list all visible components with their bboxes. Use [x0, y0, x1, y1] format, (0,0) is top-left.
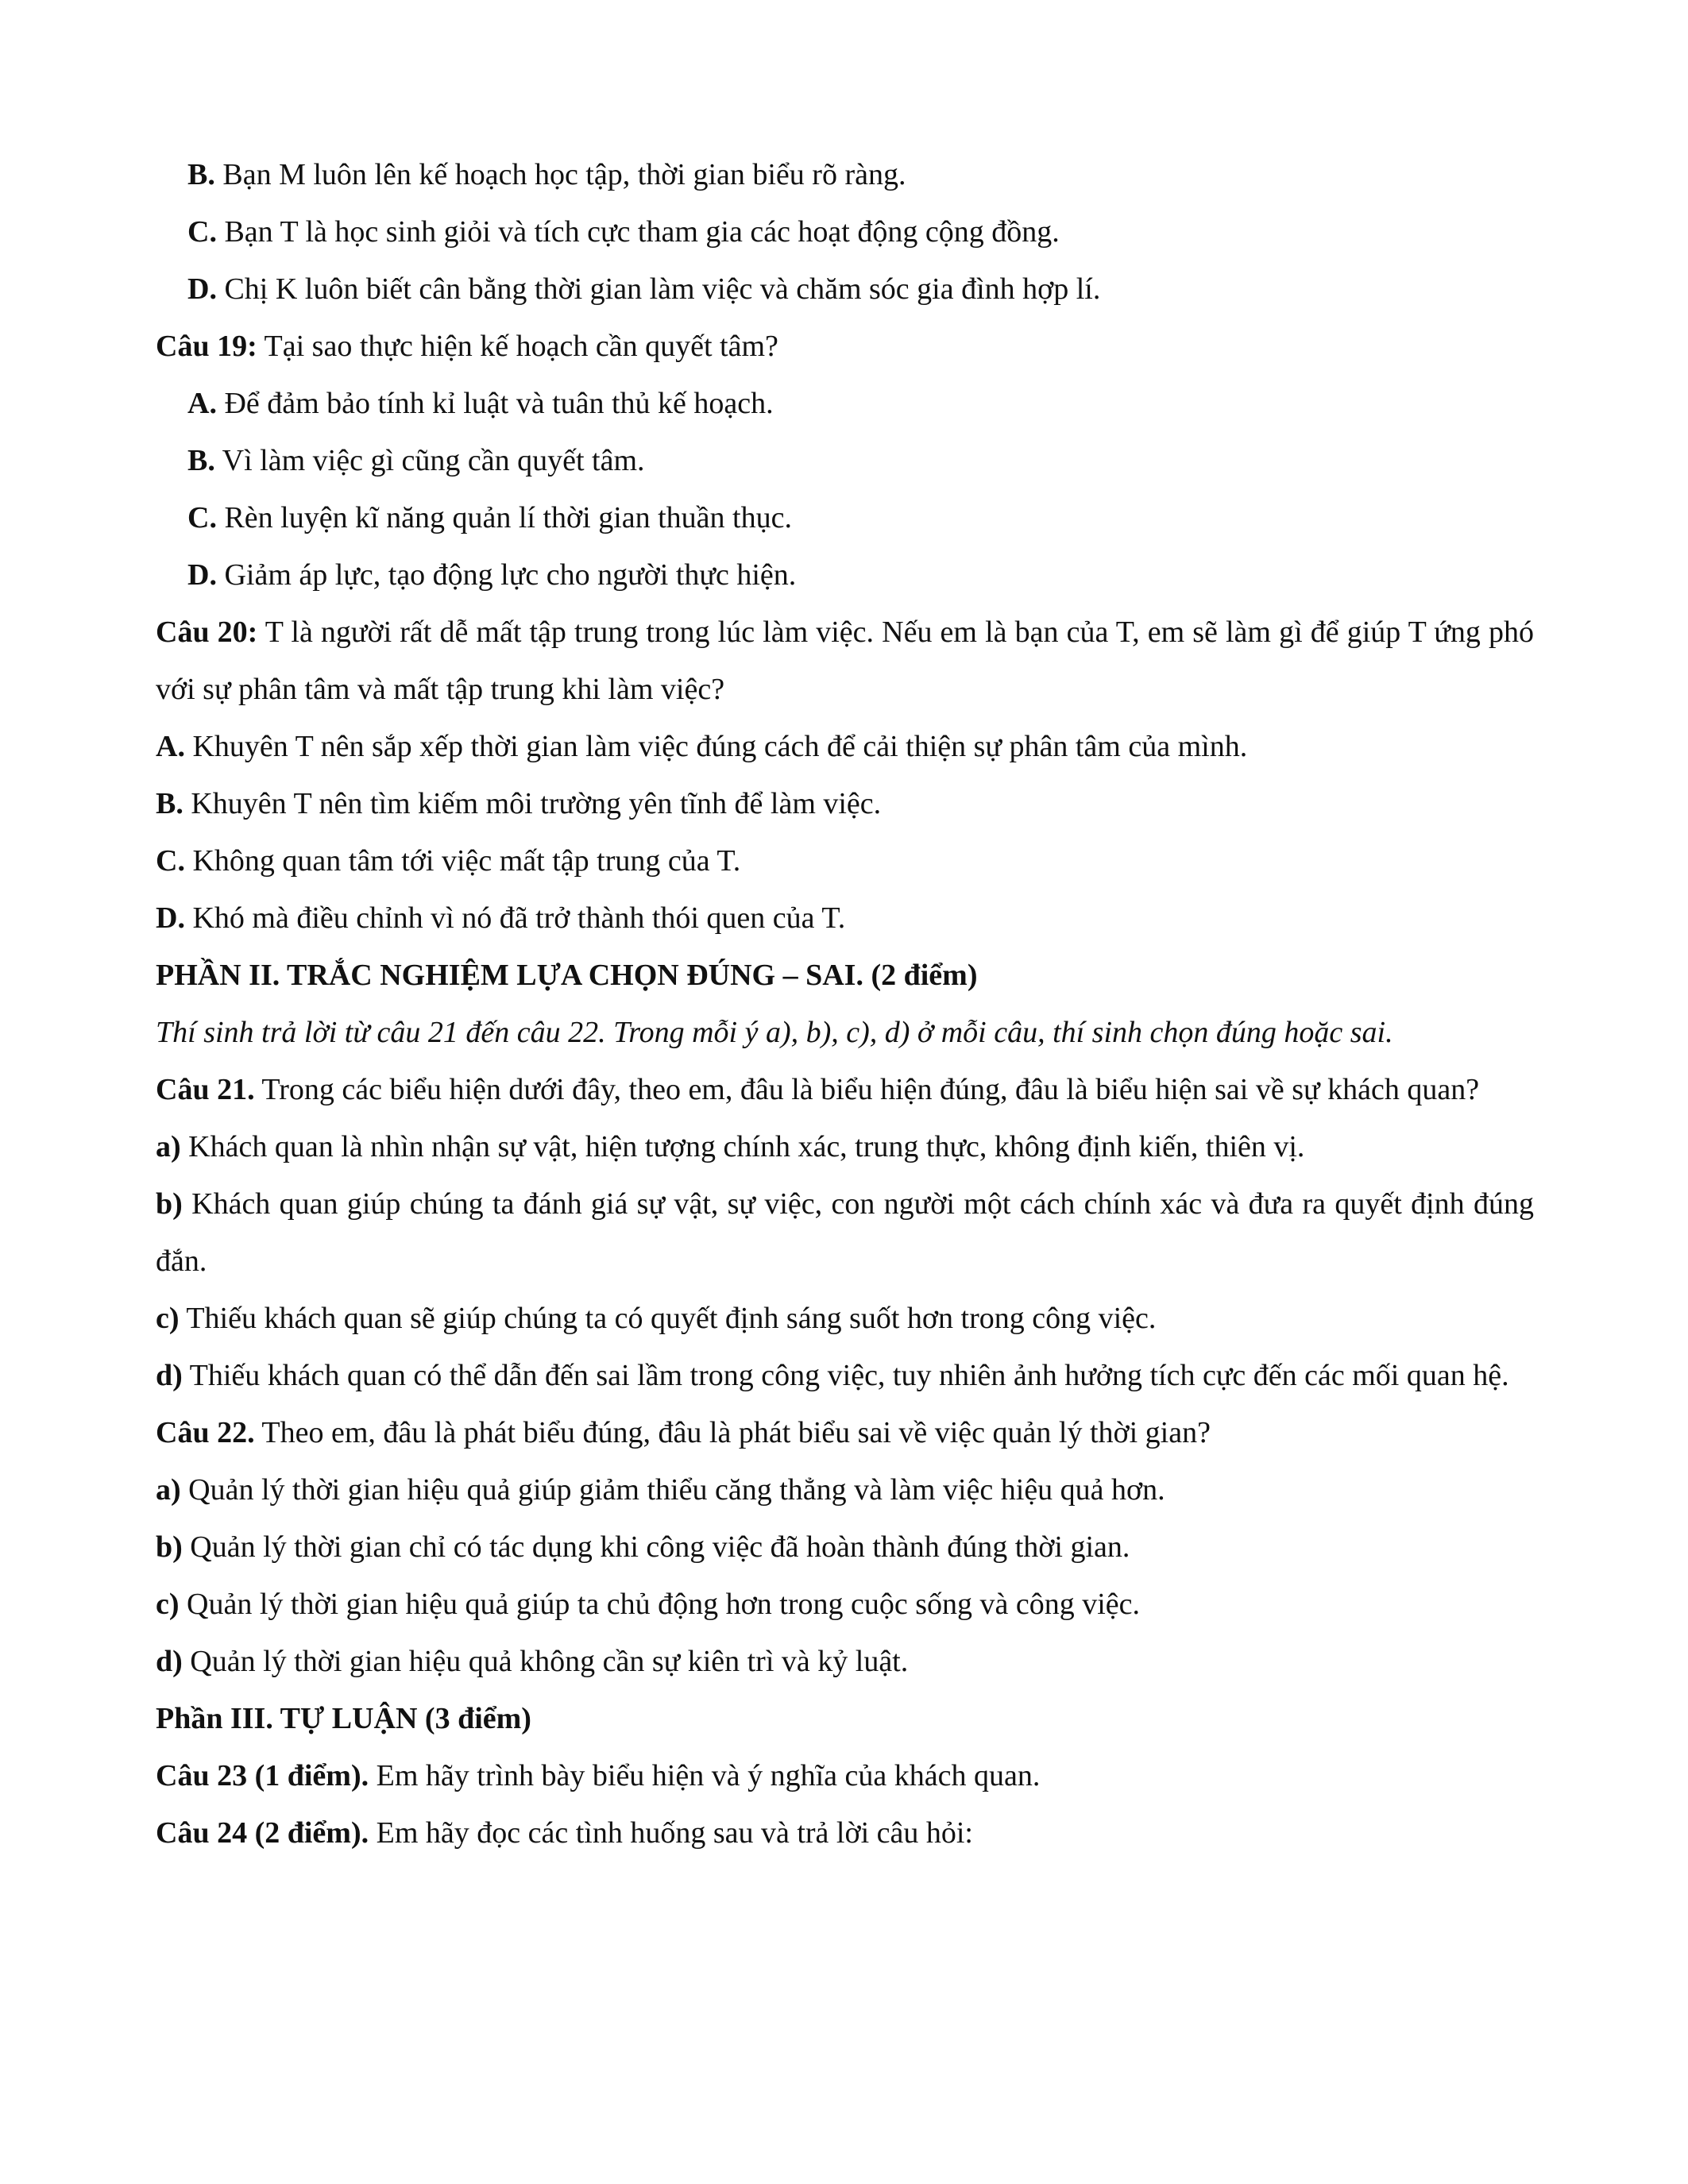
item-text: Thiếu khách quan có thể dẫn đến sai lầm trong công việc, tuy nhiên ảnh hưởng tích cực đến các mối quan hệ.: [182, 1359, 1509, 1392]
item-label: d): [156, 1359, 183, 1392]
question-text: Trong các biểu hiện dưới đây, theo em, đâu là biểu hiện đúng, đâu là biểu hiện sai về sự khách quan?: [254, 1073, 1480, 1106]
item-text: Quản lý thời gian hiệu quả không cần sự kiên trì và kỷ luật.: [182, 1645, 909, 1678]
option-text: Rèn luyện kĩ năng quản lí thời gian thuần thục.: [216, 501, 792, 534]
item-label: a): [156, 1473, 181, 1507]
item-text: Quản lý thời gian hiệu quả giúp giảm thiểu căng thẳng và làm việc hiệu quả hơn.: [180, 1473, 1165, 1507]
question-label: Câu 20:: [156, 615, 258, 649]
q21-item-d: [156, 1347, 1534, 1404]
option-text: Bạn T là học sinh giỏi và tích cực tham gia các hoạt động cộng đồng.: [216, 215, 1060, 249]
item-text: Thiếu khách quan sẽ giúp chúng ta có quyết định sáng suốt hơn trong công việc.: [179, 1302, 1157, 1335]
option-label: C.: [187, 215, 217, 249]
option-label: D.: [187, 558, 217, 592]
option-label: A.: [187, 387, 217, 420]
q21-stem: [156, 1061, 1534, 1118]
q23-stem: [156, 1747, 1534, 1804]
option-label: C.: [156, 844, 185, 878]
option-label: B.: [187, 158, 215, 191]
question-text: Em hãy đọc các tình huống sau và trả lời câu hỏi:: [369, 1816, 973, 1850]
q22-item-c: [156, 1576, 1534, 1633]
item-label: c): [156, 1588, 180, 1621]
option-label: B.: [156, 787, 183, 820]
q22-item-b: [156, 1518, 1534, 1576]
option-label: B.: [187, 444, 215, 477]
q20-stem: [156, 604, 1534, 718]
question-text: T là người rất dễ mất tập trung trong lúc làm việc. Nếu em là bạn của T, em sẽ làm gì để giúp T ứng phó với sự phân tâm và mất tập trung khi làm việc?: [156, 615, 1535, 706]
question-label: Câu 19:: [156, 330, 257, 363]
question-label: Câu 24 (2 điểm).: [156, 1816, 369, 1850]
option-text: Bạn M luôn lên kế hoạch học tập, thời gian biểu rõ ràng.: [214, 158, 906, 191]
item-text: Khách quan là nhìn nhận sự vật, hiện tượng chính xác, trung thực, không định kiến, thiên vị.: [180, 1130, 1305, 1163]
item-text: Quản lý thời gian chỉ có tác dụng khi công việc đã hoàn thành đúng thời gian.: [182, 1530, 1130, 1564]
question-text: Tại sao thực hiện kế hoạch cần quyết tâm?: [257, 330, 778, 363]
option-text: Để đảm bảo tính kỉ luật và tuân thủ kế hoạch.: [216, 387, 774, 420]
option-label: C.: [187, 501, 217, 534]
q19-stem: [156, 318, 1534, 375]
option-text: Vì làm việc gì cũng cần quyết tâm.: [214, 444, 645, 477]
item-text: Khách quan giúp chúng ta đánh giá sự vật, sự việc, con người một cách chính xác và đưa ra quyết định đúng đắn.: [156, 1187, 1534, 1278]
q18-option-b: [156, 146, 1534, 203]
q19-option-a: [156, 375, 1534, 432]
question-text: Em hãy trình bày biểu hiện và ý nghĩa của khách quan.: [369, 1759, 1041, 1792]
option-text: Khuyên T nên tìm kiếm môi trường yên tĩnh để làm việc.: [183, 787, 882, 820]
item-label: c): [156, 1302, 180, 1335]
item-label: b): [156, 1530, 183, 1564]
document-content: [156, 146, 1534, 1862]
part2-instruction: Thí sinh trả lời từ câu 21 đến câu 22. Trong mỗi ý a), b), c), d) ở mỗi câu, thí sinh chọn đúng hoặc sai.: [156, 1016, 1393, 1049]
option-text: Khuyên T nên sắp xếp thời gian làm việc đúng cách để cải thiện sự phân tâm của mình.: [184, 730, 1248, 763]
option-text: Khó mà điều chỉnh vì nó đã trở thành thói quen của T.: [184, 901, 846, 935]
item-label: b): [156, 1187, 183, 1221]
question-label: Câu 23 (1 điểm).: [156, 1759, 369, 1792]
option-label: A.: [156, 730, 185, 763]
question-text: Theo em, đâu là phát biểu đúng, đâu là phát biểu sai về việc quản lý thời gian?: [254, 1416, 1211, 1449]
q19-option-d: [156, 546, 1534, 604]
q20-option-d: [156, 889, 1534, 947]
option-label: D.: [156, 901, 185, 935]
q20-option-a: [156, 718, 1534, 775]
item-text: Quản lý thời gian hiệu quả giúp ta chủ động hơn trong cuộc sống và công việc.: [179, 1588, 1141, 1621]
part2-heading: PHẦN II. TRẮC NGHIỆM LỰA CHỌN ĐÚNG – SAI. (2 điểm): [156, 959, 978, 992]
q22-stem: [156, 1404, 1534, 1461]
option-label: D.: [187, 272, 217, 306]
q20-option-c: [156, 832, 1534, 889]
item-label: d): [156, 1645, 183, 1678]
q20-option-b: [156, 775, 1534, 832]
part3-heading: Phần III. TỰ LUẬN (3 điểm): [156, 1702, 531, 1735]
q19-option-b: [156, 432, 1534, 489]
q21-item-b: [156, 1175, 1534, 1290]
q18-option-c: [156, 203, 1534, 260]
q22-item-a: [156, 1461, 1534, 1518]
option-text: Không quan tâm tới việc mất tập trung của T.: [184, 844, 741, 878]
q22-item-d: [156, 1633, 1534, 1690]
item-label: a): [156, 1130, 181, 1163]
question-label: Câu 22.: [156, 1416, 255, 1449]
option-text: Giảm áp lực, tạo động lực cho người thực hiện.: [216, 558, 797, 592]
q24-stem: [156, 1804, 1534, 1862]
q21-item-c: [156, 1290, 1534, 1347]
q18-option-d: [156, 260, 1534, 318]
q21-item-a: [156, 1118, 1534, 1175]
question-label: Câu 21.: [156, 1073, 255, 1106]
option-text: Chị K luôn biết cân bằng thời gian làm việc và chăm sóc gia đình hợp lí.: [216, 272, 1101, 306]
q19-option-c: [156, 489, 1534, 546]
